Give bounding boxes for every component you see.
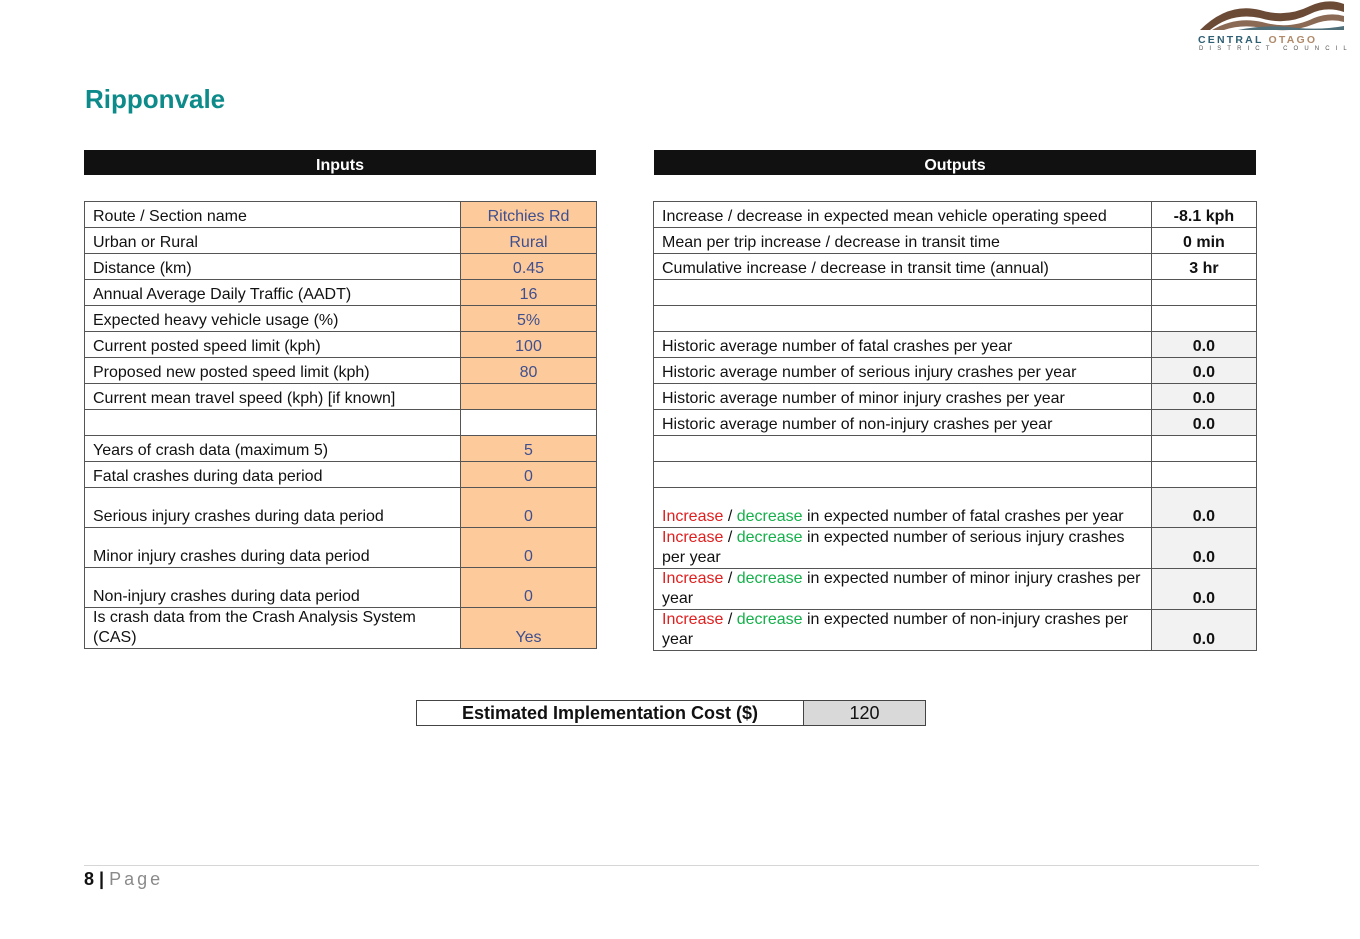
page-word: Page — [109, 869, 164, 889]
table-row — [654, 358, 1257, 384]
output-value: -8.1 kph — [1151, 202, 1256, 228]
footer-separator: | — [94, 869, 110, 889]
inputs-header: Inputs — [84, 150, 596, 175]
input-value-field[interactable]: 100 — [461, 332, 597, 358]
table-row — [85, 280, 597, 306]
table-row — [654, 332, 1257, 358]
input-label: Fatal crashes during data period — [85, 462, 461, 488]
table-row — [85, 436, 597, 462]
inputs-table — [84, 201, 597, 649]
input-label: Distance (km) — [85, 254, 461, 280]
cost-value: 120 — [804, 701, 926, 726]
output-value: 0.0 — [1151, 358, 1256, 384]
output-value: 0.0 — [1151, 610, 1256, 651]
input-label: Proposed new posted speed limit (kph) — [85, 358, 461, 384]
output-value: 0.0 — [1151, 384, 1256, 410]
output-value: 0.0 — [1151, 332, 1256, 358]
change-description: in expected number of minor injury crashes per year — [662, 570, 1141, 607]
increase-word: Increase — [662, 508, 724, 525]
logo-name: CENTRAL OTAGO — [1198, 34, 1318, 46]
decrease-word: decrease — [736, 570, 803, 587]
input-label: Current posted speed limit (kph) — [85, 332, 461, 358]
footer-divider — [84, 865, 1259, 866]
table-row — [85, 528, 597, 568]
input-value-field[interactable]: Yes — [461, 608, 597, 649]
decrease-word: decrease — [736, 529, 803, 546]
table-row — [85, 228, 597, 254]
input-label: Urban or Rural — [85, 228, 461, 254]
table-row — [85, 358, 597, 384]
table-row — [654, 488, 1257, 528]
table-row — [654, 280, 1257, 306]
output-value — [1151, 280, 1256, 306]
input-value-blank — [461, 410, 597, 436]
table-row — [85, 462, 597, 488]
page-footer — [84, 869, 163, 890]
output-label: Historic average number of non-injury crashes per year — [654, 410, 1152, 436]
output-label: Cumulative increase / decrease in transit time (annual) — [654, 254, 1152, 280]
input-label: Serious injury crashes during data period — [85, 488, 461, 528]
output-label — [654, 306, 1152, 332]
change-separator: / — [723, 508, 737, 525]
table-row — [654, 610, 1257, 651]
table-row — [417, 701, 926, 726]
output-label — [654, 280, 1152, 306]
cost-table — [416, 700, 926, 726]
output-value — [1151, 306, 1256, 332]
table-row — [85, 332, 597, 358]
input-value-field[interactable] — [461, 384, 597, 410]
output-change-label — [654, 488, 1152, 528]
output-label: Historic average number of fatal crashes per year — [654, 332, 1152, 358]
output-value — [1151, 436, 1256, 462]
input-value-field[interactable]: 0.45 — [461, 254, 597, 280]
output-value: 0.0 — [1151, 410, 1256, 436]
outputs-table — [653, 201, 1257, 651]
page-number: 8 — [84, 869, 95, 889]
table-row — [654, 254, 1257, 280]
cost-label: Estimated Implementation Cost ($) — [417, 701, 804, 726]
input-value-field[interactable]: 0 — [461, 568, 597, 608]
output-value — [1151, 462, 1256, 488]
table-row — [654, 462, 1257, 488]
output-label: Historic average number of serious injury crashes per year — [654, 358, 1152, 384]
change-description: in expected number of serious injury crashes per year — [662, 529, 1125, 566]
input-label: Route / Section name — [85, 202, 461, 228]
change-description: in expected number of fatal crashes per year — [802, 508, 1124, 525]
output-value: 0.0 — [1151, 488, 1256, 528]
table-row — [654, 528, 1257, 569]
output-label — [654, 436, 1152, 462]
input-label: Current mean travel speed (kph) [if known] — [85, 384, 461, 410]
table-row — [85, 608, 597, 649]
increase-word: Increase — [662, 529, 724, 546]
output-value: 0 min — [1151, 228, 1256, 254]
output-change-label — [654, 528, 1152, 569]
input-value-field[interactable]: 0 — [461, 488, 597, 528]
table-row — [654, 228, 1257, 254]
table-row — [654, 410, 1257, 436]
output-value: 0.0 — [1151, 569, 1256, 610]
decrease-word: decrease — [736, 611, 803, 628]
output-label: Increase / decrease in expected mean vehicle operating speed — [654, 202, 1152, 228]
input-label: Is crash data from the Crash Analysis System (CAS) — [85, 608, 461, 649]
logo-stripes-icon — [1198, 0, 1344, 32]
change-separator: / — [723, 529, 737, 546]
logo-subtitle: DISTRICT COUNCIL — [1199, 46, 1353, 52]
output-value: 3 hr — [1151, 254, 1256, 280]
table-row — [85, 384, 597, 410]
output-label — [654, 462, 1152, 488]
input-value-field[interactable]: Rural — [461, 228, 597, 254]
change-separator: / — [723, 570, 737, 587]
decrease-word: decrease — [736, 508, 803, 525]
output-label: Mean per trip increase / decrease in transit time — [654, 228, 1152, 254]
table-row — [654, 306, 1257, 332]
input-label: Expected heavy vehicle usage (%) — [85, 306, 461, 332]
input-label: Annual Average Daily Traffic (AADT) — [85, 280, 461, 306]
input-value-field[interactable]: 5% — [461, 306, 597, 332]
table-row — [85, 254, 597, 280]
change-description: in expected number of non-injury crashes per year — [662, 611, 1129, 648]
table-row — [85, 410, 597, 436]
table-row — [654, 569, 1257, 610]
input-value-field[interactable]: 80 — [461, 358, 597, 384]
input-label — [85, 410, 461, 436]
input-label: Non-injury crashes during data period — [85, 568, 461, 608]
table-row — [654, 202, 1257, 228]
change-separator: / — [723, 611, 737, 628]
table-row — [654, 436, 1257, 462]
output-value: 0.0 — [1151, 528, 1256, 569]
page-title: Ripponvale — [85, 84, 226, 114]
output-change-label — [654, 610, 1152, 651]
increase-word: Increase — [662, 570, 724, 587]
input-value-field[interactable]: 16 — [461, 280, 597, 306]
council-logo — [1196, 0, 1353, 58]
input-value-field[interactable]: Ritchies Rd — [461, 202, 597, 228]
input-value-field[interactable]: 0 — [461, 528, 597, 568]
outputs-header: Outputs — [654, 150, 1256, 175]
input-label: Minor injury crashes during data period — [85, 528, 461, 568]
output-label: Historic average number of minor injury crashes per year — [654, 384, 1152, 410]
input-value-field[interactable]: 0 — [461, 462, 597, 488]
input-value-field[interactable]: 5 — [461, 436, 597, 462]
output-change-label — [654, 569, 1152, 610]
input-label: Years of crash data (maximum 5) — [85, 436, 461, 462]
table-row — [85, 306, 597, 332]
table-row — [654, 384, 1257, 410]
increase-word: Increase — [662, 611, 724, 628]
table-row — [85, 568, 597, 608]
table-row — [85, 202, 597, 228]
table-row — [85, 488, 597, 528]
